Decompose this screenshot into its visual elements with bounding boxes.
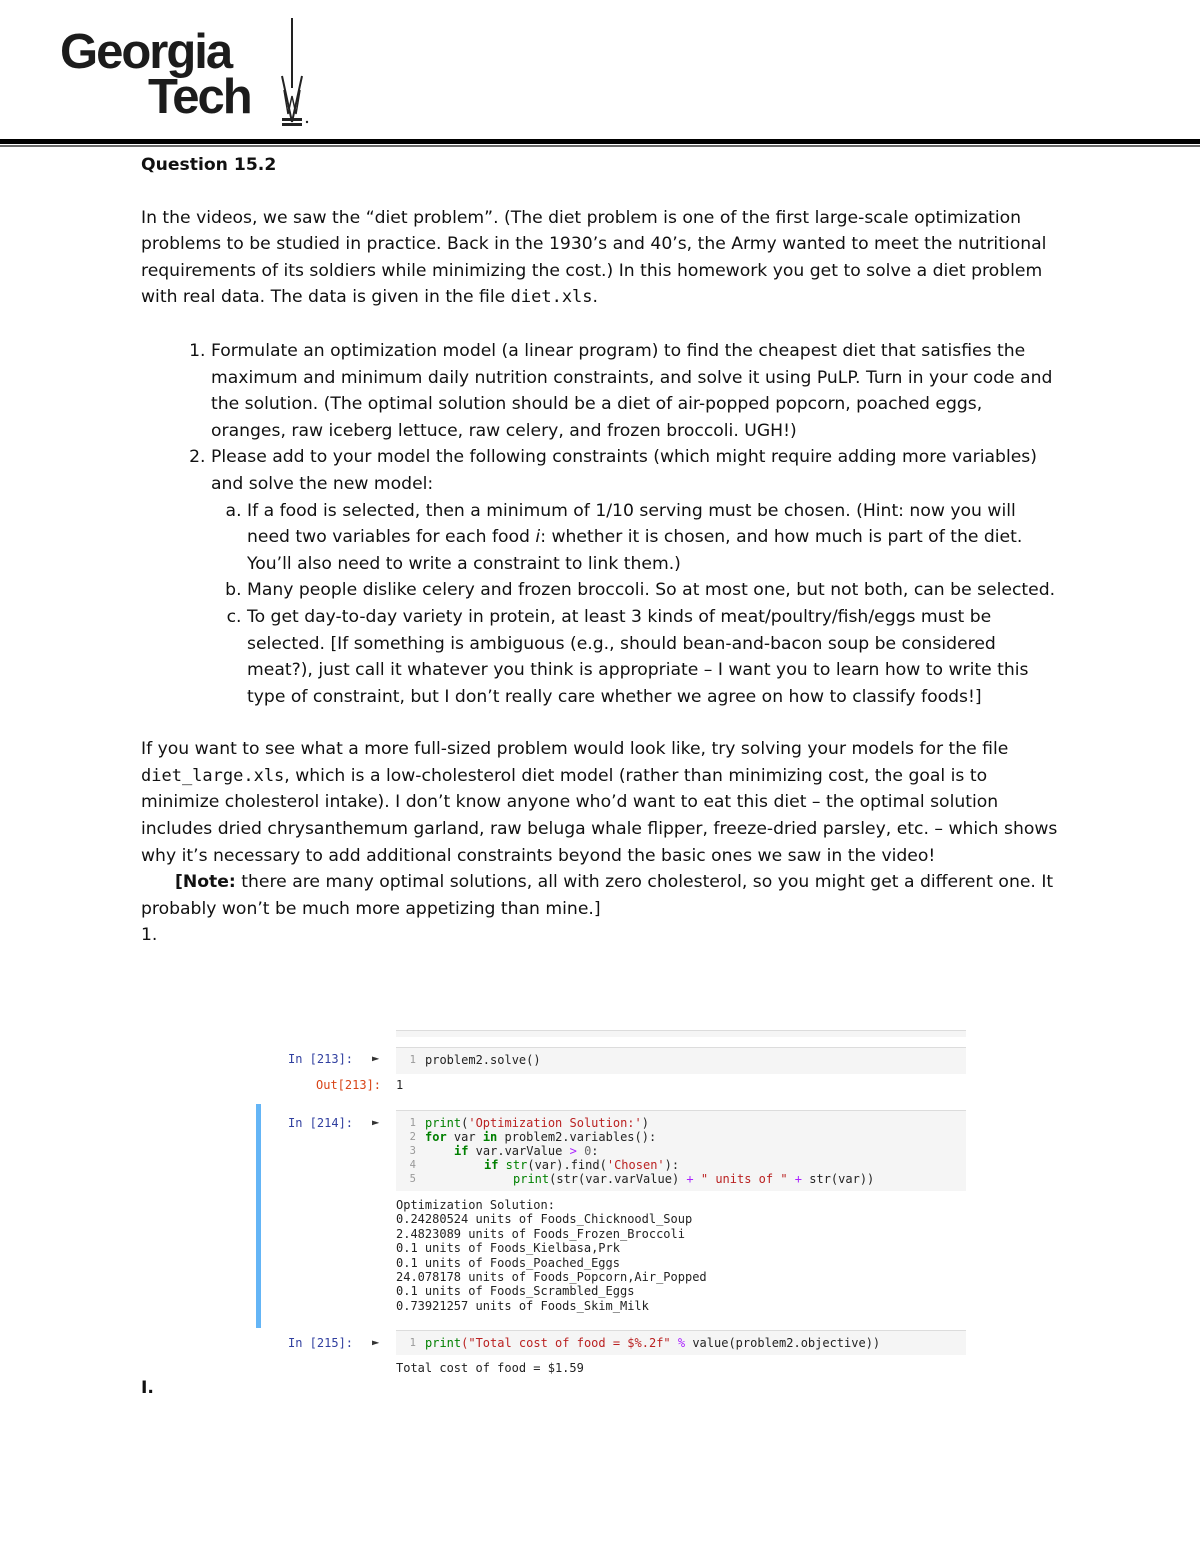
final-label: I.: [141, 1378, 154, 1398]
variable-i: i: [535, 527, 541, 548]
line-number: 4: [409, 1159, 416, 1171]
intro-filename: diet.xls: [510, 287, 593, 308]
line-number: 1: [409, 1337, 416, 1349]
sub-item-a-text: If a food is selected, then a minimum of 1/10 serving must be chosen. (Hint: now you will need two variables for each food: [247, 500, 1016, 548]
tech-tower-icon: [278, 18, 318, 130]
logo-line-1: Georgia: [60, 25, 232, 79]
intro-paragraph: [141, 205, 1061, 311]
sub-item-c: [247, 604, 1061, 710]
question-list: [141, 338, 1061, 710]
out-prompt: Out[213]:: [316, 1078, 382, 1092]
run-icon[interactable]: ►: [372, 1051, 380, 1065]
run-icon[interactable]: ►: [372, 1115, 380, 1129]
answer-label: 1.: [141, 925, 158, 946]
question-document: [141, 152, 1061, 949]
line-number: 1: [409, 1054, 416, 1066]
georgia-tech-logo: [60, 18, 330, 130]
cell-output: 1: [396, 1078, 404, 1092]
note-text: there are many optimal solutions, all with zero cholesterol, so you might get a different one. It probably won’t be much more appetizing than mine.]: [141, 872, 1054, 919]
sub-item-a: [247, 498, 1061, 578]
code-line-2: for var in problem2.variables():: [425, 1130, 657, 1144]
large-filename: diet_large.xls: [141, 765, 285, 786]
list-item-1-text: Formulate an optimization model (a linear program) to find the cheapest diet that satisfies the maximum and minimum daily nutrition constraints, and solve it using PuLP. Turn in your code and the solution. (The optimal solution should be a diet of air-popped popcorn, poached eggs, oranges, raw iceberg lettuce, raw celery, and frozen broccoli. UGH!): [211, 340, 1053, 441]
intro-end: .: [592, 287, 598, 308]
line-number: 2: [409, 1131, 416, 1143]
in-prompt: In [215]:: [288, 1336, 354, 1350]
line-number: 1: [409, 1117, 416, 1129]
sub-list: [211, 498, 1061, 711]
list-item-2: [211, 444, 1061, 710]
code-box[interactable]: [396, 1330, 966, 1355]
code-line-5: print(str(var.varValue) + " units of " + str(var)): [513, 1172, 875, 1186]
code-line: problem2.solve(): [425, 1053, 541, 1067]
in-prompt: In [214]:: [288, 1116, 354, 1130]
large-text-end: , which is a low-cholesterol diet model (rather than minimizing cost, the goal is to minimize cholesterol intake). I don’t know anyone who’d want to eat this diet – the optimal solution includes dried chrysanthemum garland, raw beluga whale flipper, freeze-dried parsley, etc. – which shows why it’s necessary to add additional constraints beyond the basic ones we saw in the video!: [141, 765, 1058, 866]
cell-output: Optimization Solution: 0.24280524 units of Foods_Chicknoodl_Soup 2.4823089 units of Foods_Frozen_Broccoli 0.1 units of Foods_Kielbasa,Prk 0.1 units of Foods_Poached_Eggs 24.078178 units of Foods_Popcorn,Air_Popped 0.1 units of Foods_Scrambled_Eggs 0.73921257 units of Foods_Skim_Milk: [396, 1198, 707, 1313]
cell-top-strip: [396, 1030, 966, 1037]
code-line-1: print('Optimization Solution:'): [425, 1116, 649, 1130]
note-label: Note:: [182, 872, 236, 893]
code-box[interactable]: [396, 1047, 966, 1074]
line-number: 3: [409, 1145, 416, 1157]
selected-cell-bar: [256, 1104, 261, 1328]
run-icon[interactable]: ►: [372, 1335, 380, 1349]
code-line-4: if str(var).find('Chosen'):: [484, 1158, 680, 1172]
large-text: If you want to see what a more full-sized problem would look like, try solving your models for the file: [141, 739, 1009, 760]
list-item-2-text: Please add to your model the following constraints (which might require adding more variables) and solve the new model:: [211, 447, 1037, 494]
intro-text: In the videos, we saw the “diet problem”. (The diet problem is one of the first large-scale optimization problems to be studied in practice. Back in the 1930’s and 40’s, the Army wanted to meet the nutritional requirements of its soldiers while minimizing the cost.) In this homework you get to solve a diet problem with real data. The data is given in the file: [141, 207, 1047, 308]
code-line-3: if var.varValue > 0:: [454, 1144, 599, 1158]
note-bracket: [: [175, 872, 183, 893]
sub-item-b: [247, 577, 1061, 604]
in-prompt: In [213]:: [288, 1052, 354, 1066]
sub-item-a-text-end: : whether it is chosen, and how much is part of the diet. You’ll also need to write a constraint to link them.): [247, 527, 1023, 574]
code-line: print("Total cost of food = $%.2f" % value(problem2.objective)): [425, 1336, 881, 1350]
large-problem-paragraph: [141, 736, 1061, 869]
logo-line-2: Tech: [148, 70, 251, 124]
question-heading: Question 15.2: [141, 155, 277, 175]
list-item-1: [211, 338, 1061, 444]
header-rule-thin: [0, 145, 1200, 147]
line-number: 5: [409, 1173, 416, 1185]
cell-output: Total cost of food = $1.59: [396, 1361, 584, 1375]
note-paragraph: [141, 869, 1061, 922]
sub-item-b-text: Many people dislike celery and frozen broccoli. So at most one, but not both, can be selected.: [247, 580, 1056, 601]
sub-item-c-text: To get day-to-day variety in protein, at least 3 kinds of meat/poultry/fish/eggs must be selected. [If something is ambiguous (e.g., should bean-and-bacon soup be considered meat?), just call it whatever you think is appropriate – I want you to learn how to write this type of constraint, but I don’t really care whether we agree on how to classify foods!]: [247, 606, 1029, 707]
header-rule: [0, 139, 1200, 144]
code-box[interactable]: [396, 1110, 966, 1191]
